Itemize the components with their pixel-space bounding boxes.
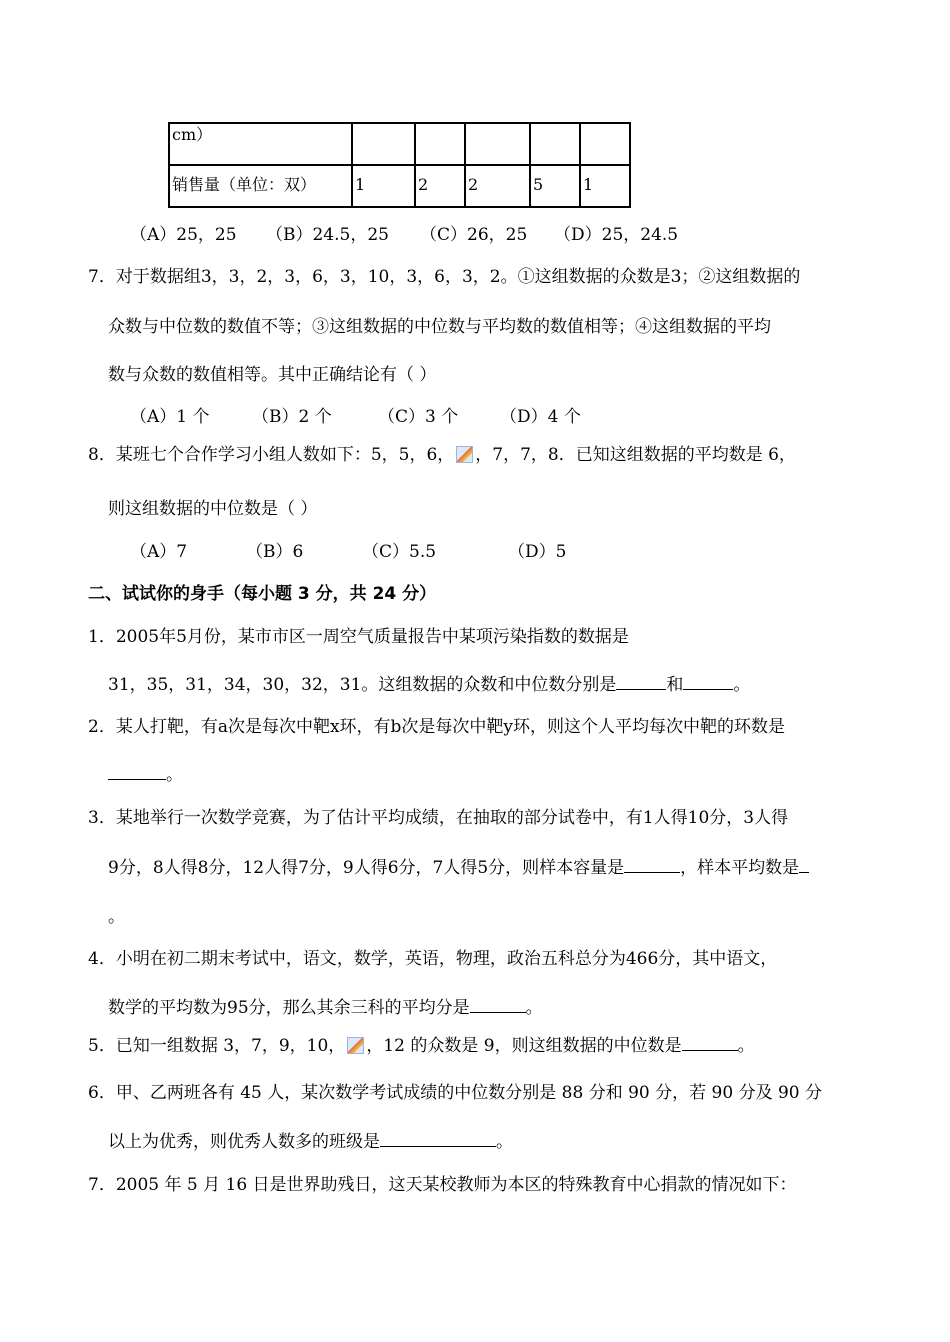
s2q7-line-1: 7．2005 年 5 月 16 日是世界助残日，这天某校教师为本区的特殊教育中心捐款的情况如下：: [88, 1175, 797, 1195]
answer-blank[interactable]: [616, 672, 666, 690]
s2q6-line-2-text: 以上为优秀，则优秀人数多的班级是: [108, 1132, 380, 1152]
answer-blank[interactable]: [108, 762, 166, 780]
answer-blank[interactable]: [682, 1033, 738, 1051]
s2q3-line-2-text: 9分，8人得8分，12人得7分，9人得6分，7人得5分，则样本容量是: [108, 858, 625, 878]
s2q6-line-2: [108, 1127, 513, 1152]
s2q1-line-2-and: 和: [666, 675, 684, 695]
s2q4-line-2-end: 。: [525, 998, 543, 1018]
table-cell: [530, 123, 580, 165]
s2q2-line-1: 2．某人打靶，有a次是每次中靶x环，有b次是每次中靶y环，则这个人平均每次中靶的环数是: [88, 717, 786, 737]
s2q1-line-2: [108, 670, 750, 695]
q8-option-b: （B）6: [246, 542, 304, 562]
table-cell: 2: [415, 165, 465, 207]
s2q3-line-2: [108, 853, 809, 878]
q6-option-a: （A）25，25: [130, 225, 237, 245]
q7-option-a: （A）1 个: [130, 407, 210, 427]
table-row: [169, 123, 630, 165]
table-cell: [352, 123, 415, 165]
q8-line-1: [88, 440, 796, 465]
sales-table: [168, 122, 631, 208]
table-cell: [415, 123, 465, 165]
q8-option-d: （D）5: [508, 542, 567, 562]
table-cell: [580, 123, 630, 165]
q8-line-2: 则这组数据的中位数是（ ）: [108, 499, 318, 519]
answer-blank[interactable]: [799, 855, 809, 873]
s2q6-line-2-end: 。: [496, 1132, 513, 1152]
s2q4-line-2-text: 数学的平均数为95分，那么其余三科的平均分是: [108, 998, 470, 1018]
table-cell: 1: [580, 165, 630, 207]
s2q1-line-2-text: 31，35，31，34，30，32，31。这组数据的众数和中位数分别是: [108, 675, 617, 695]
q8-option-c: （C）5.5: [362, 542, 437, 562]
q6-option-c: （C）26，25: [420, 225, 528, 245]
q8-line-1-text-a: 8．某班七个合作学习小组人数如下：5，5，6，: [88, 445, 455, 465]
q8-line-1-text-b: ，7，7，8．已知这组数据的平均数是 6，: [475, 445, 796, 465]
table-cell: [465, 123, 530, 165]
image-placeholder-icon: [456, 446, 473, 463]
table-cell: 1: [352, 165, 415, 207]
s2q5-line: [88, 1031, 755, 1056]
s2q4-line-2: [108, 993, 543, 1018]
s2q5-text-b: ，12 的众数是 9，则这组数据的中位数是: [366, 1036, 682, 1056]
image-placeholder-icon: [347, 1037, 364, 1054]
s2q3-line-1: 3．某地举行一次数学竞赛，为了估计平均成绩，在抽取的部分试卷中，有1人得10分，3人得: [88, 808, 789, 828]
table-cell: 销售量（单位：双）: [169, 165, 352, 207]
table-cell: 5: [530, 165, 580, 207]
table-cell: cm）: [169, 123, 352, 165]
q7-option-d: （D）4 个: [500, 407, 581, 427]
answer-blank[interactable]: [470, 995, 526, 1013]
answer-blank[interactable]: [380, 1129, 496, 1147]
s2q3-line-2-text-b: ，样本平均数是: [680, 858, 800, 878]
s2q5-end: 。: [737, 1036, 755, 1056]
s2q2-line-2: [108, 760, 183, 785]
q7-option-c: （C）3 个: [378, 407, 459, 427]
q7-line-3: 数与众数的数值相等。其中正确结论有（ ）: [108, 365, 437, 385]
q7-line-1: 7．对于数据组3，3，2，3，6，3，10，3，6，3，2。①这组数据的众数是3；②这组数据的: [88, 267, 801, 287]
q7-option-b: （B）2 个: [252, 407, 332, 427]
s2q4-line-1: 4．小明在初二期末考试中，语文，数学，英语，物理，政治五科总分为466分，其中语文，: [88, 949, 778, 969]
q6-option-d: （D）25，24.5: [554, 225, 679, 245]
s2q1-line-2-end: 。: [733, 675, 751, 695]
section-2-title: 二、试试你的身手（每小题 3 分，共 24 分）: [88, 584, 437, 604]
table-row: [169, 165, 630, 207]
s2q5-text-a: 5．已知一组数据 3，7，9，10，: [88, 1036, 346, 1056]
answer-blank[interactable]: [624, 855, 680, 873]
s2q1-line-1: 1．2005年5月份，某市市区一周空气质量报告中某项污染指数的数据是: [88, 627, 629, 647]
s2q2-line-2-end: 。: [166, 765, 183, 785]
s2q3-line-3: 。: [108, 907, 125, 927]
table-cell: 2: [465, 165, 530, 207]
answer-blank[interactable]: [683, 672, 733, 690]
q8-option-a: （A）7: [130, 542, 188, 562]
q6-option-b: （B）24.5，25: [266, 225, 389, 245]
s2q6-line-1: 6．甲、乙两班各有 45 人，某次数学考试成绩的中位数分别是 88 分和 90 分，若 90 分及 90 分: [88, 1083, 823, 1103]
q7-line-2: 众数与中位数的数值不等；③这组数据的中位数与平均数的数值相等；④这组数据的平均: [108, 317, 771, 337]
